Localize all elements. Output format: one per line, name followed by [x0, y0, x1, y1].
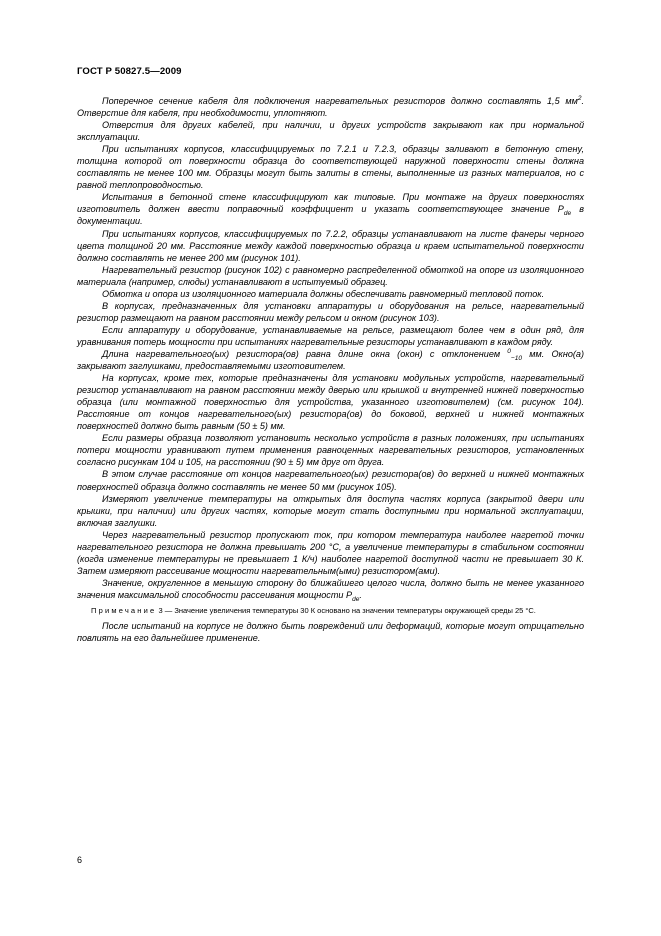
paragraph-resistor-length — [77, 348, 584, 372]
text-span: в документации. — [77, 204, 584, 227]
paragraph-measure-temperature: Измеряют увеличение температуры на открытых для доступа частях корпуса (закрытой двери или крышки, при наличии) или других частях, которые могут стать доступными при нормальной эксплуатации, включая заглушки. — [77, 493, 584, 528]
paragraph-plywood: При испытаниях корпусов, классифицируемых по 7.2.2, образцы устанавливают на листе фанеры черного цвета толщиной 20 мм. Расстояние между каждой поверхностью образца и краем испытательной поверхности должно составлять не менее 200 мм (рисунок 101). — [77, 228, 584, 263]
document-header: ГОСТ Р 50827.5—2009 — [77, 66, 182, 77]
paragraph-cable-section — [77, 95, 584, 119]
paragraph-rounded-value — [77, 577, 584, 601]
paragraph-heating-resistor: Нагревательный резистор (рисунок 102) с равномерно распределенной обмоткой на опоре из изоляционного материала (например, слюды) устанавливают в испытуемый образец. — [77, 264, 584, 287]
text-span: Длина нагревательного(ых) резистора(ов) равна длине окна (окон) с отклонением — [102, 348, 508, 359]
tolerance-upper: 0 — [507, 347, 511, 355]
paragraph-other-openings: Отверстия для других кабелей, при наличии, и других устройств закрывают как при нормальной эксплуатации. — [77, 120, 584, 143]
text-span: . Отверстие для кабеля, при необходимости, уплотняют. — [77, 96, 584, 119]
paragraph-after-tests: После испытаний на корпусе не должно быть повреждений или деформаций, которые могут отрицательно повлиять на его дальнейшее применение. — [77, 621, 584, 644]
text-span: Значение, округленное в меньшую сторону до ближайшего целого числа, должно быть не менее указанного значения максимальной способности рассеивания мощности P — [77, 577, 584, 600]
text-span: Поперечное сечение кабеля для подключения нагревательных резисторов должно составлять 1,5 мм — [102, 96, 578, 106]
tolerance-lower: −10 — [510, 354, 523, 362]
superscript: 2 — [577, 94, 582, 102]
paragraph-rail-enclosures: В корпусах, предназначенных для установки аппаратуры и оборудования на рельсе, нагревательный резистор размещают на равном расстоянии между рельсом и окном (рисунок 103). — [77, 300, 584, 323]
document-body — [77, 95, 584, 644]
paragraph-type-tests — [77, 191, 584, 227]
note-label: Примечание — [91, 605, 157, 615]
subscript: de — [563, 210, 572, 218]
paragraph-non-modular: На корпусах, кроме тех, которые предназначены для установки модульных устройств, нагревательный резистор устанавливают на равном расстоянии между дверью или крышкой и внутренней нижней поверхностью образца (или монтажной поверхностью для устройства, указанного изготовителем) (см. рисунок 104). Расстояние от концов нагревательного(ых) резистора(ов) до боковой, верхней и нижней монтажных поверхностей должно быть равным (50 ± 5) мм. — [77, 373, 584, 432]
text-span: . — [359, 589, 362, 600]
paragraph-several-devices: Если размеры образца позволяют установить несколько устройств в разных положениях, при испытаниях потери мощности уравнивают путем применения равноценных нагревательных резисторов, установленных согласно рисункам 104 и 105, на расстоянии (90 ± 5) мм друг от друга. — [77, 433, 584, 468]
paragraph-current: Через нагревательный резистор пропускают ток, при котором температура наиболее нагретой точки нагревательного резистора не должна превышать 200 °С, а увеличение температуры в стабильном состоянии (когда изменение температуры не превышает 1 К/ч) наиболее нагретой доступной части не превышает 30 К. Затем измеряют рассеивание мощности нагревательным(ыми) резистором(ами). — [77, 529, 584, 576]
subscript: de — [352, 595, 360, 603]
note — [77, 606, 584, 616]
text-span: Испытания в бетонной стене классифицируют как типовые. При монтаже на других поверхностях изготовитель должен ввести поправочный коэффициент и указать соответствующее значение P — [77, 192, 584, 215]
page-number: 6 — [77, 855, 83, 865]
paragraph-winding: Обмотка и опора из изоляционного материала должны обеспечивать равномерный тепловой поток. — [102, 288, 545, 299]
paragraph-multiple-rows: Если аппаратуру и оборудование, устанавливаемые на рельсе, размещают более чем в один ряд, для уравнивания потерь мощности при испытаниях нагревательные резисторы устанавливают в каждом ряду. — [77, 324, 584, 347]
paragraph-concrete-wall: При испытаниях корпусов, классифицируемых по 7.2.1 и 7.2.3, образцы заливают в бетонную стену, толщина которой от поверхности образца до соответствующей наружной поверхности стены должна составлять не менее 100 мм. Образцы могут быть залиты в стены, выполненные из разных материалов, но с равной теплопроводностью. — [77, 144, 584, 191]
note-text: 3 — Значение увеличения температуры 30 К основано на значении температуры окружающей среды 25 °С. — [156, 605, 536, 615]
text-span: мм. Окно(а) закрывают заглушками, предоставляемыми изготовителем. — [77, 348, 584, 372]
paragraph-distance: В этом случае расстояние от концов нагревательного(ых) резистора(ов) до верхней и нижней монтажных поверхностей образца должно составлять не менее 50 мм (рисунок 105). — [77, 469, 584, 492]
